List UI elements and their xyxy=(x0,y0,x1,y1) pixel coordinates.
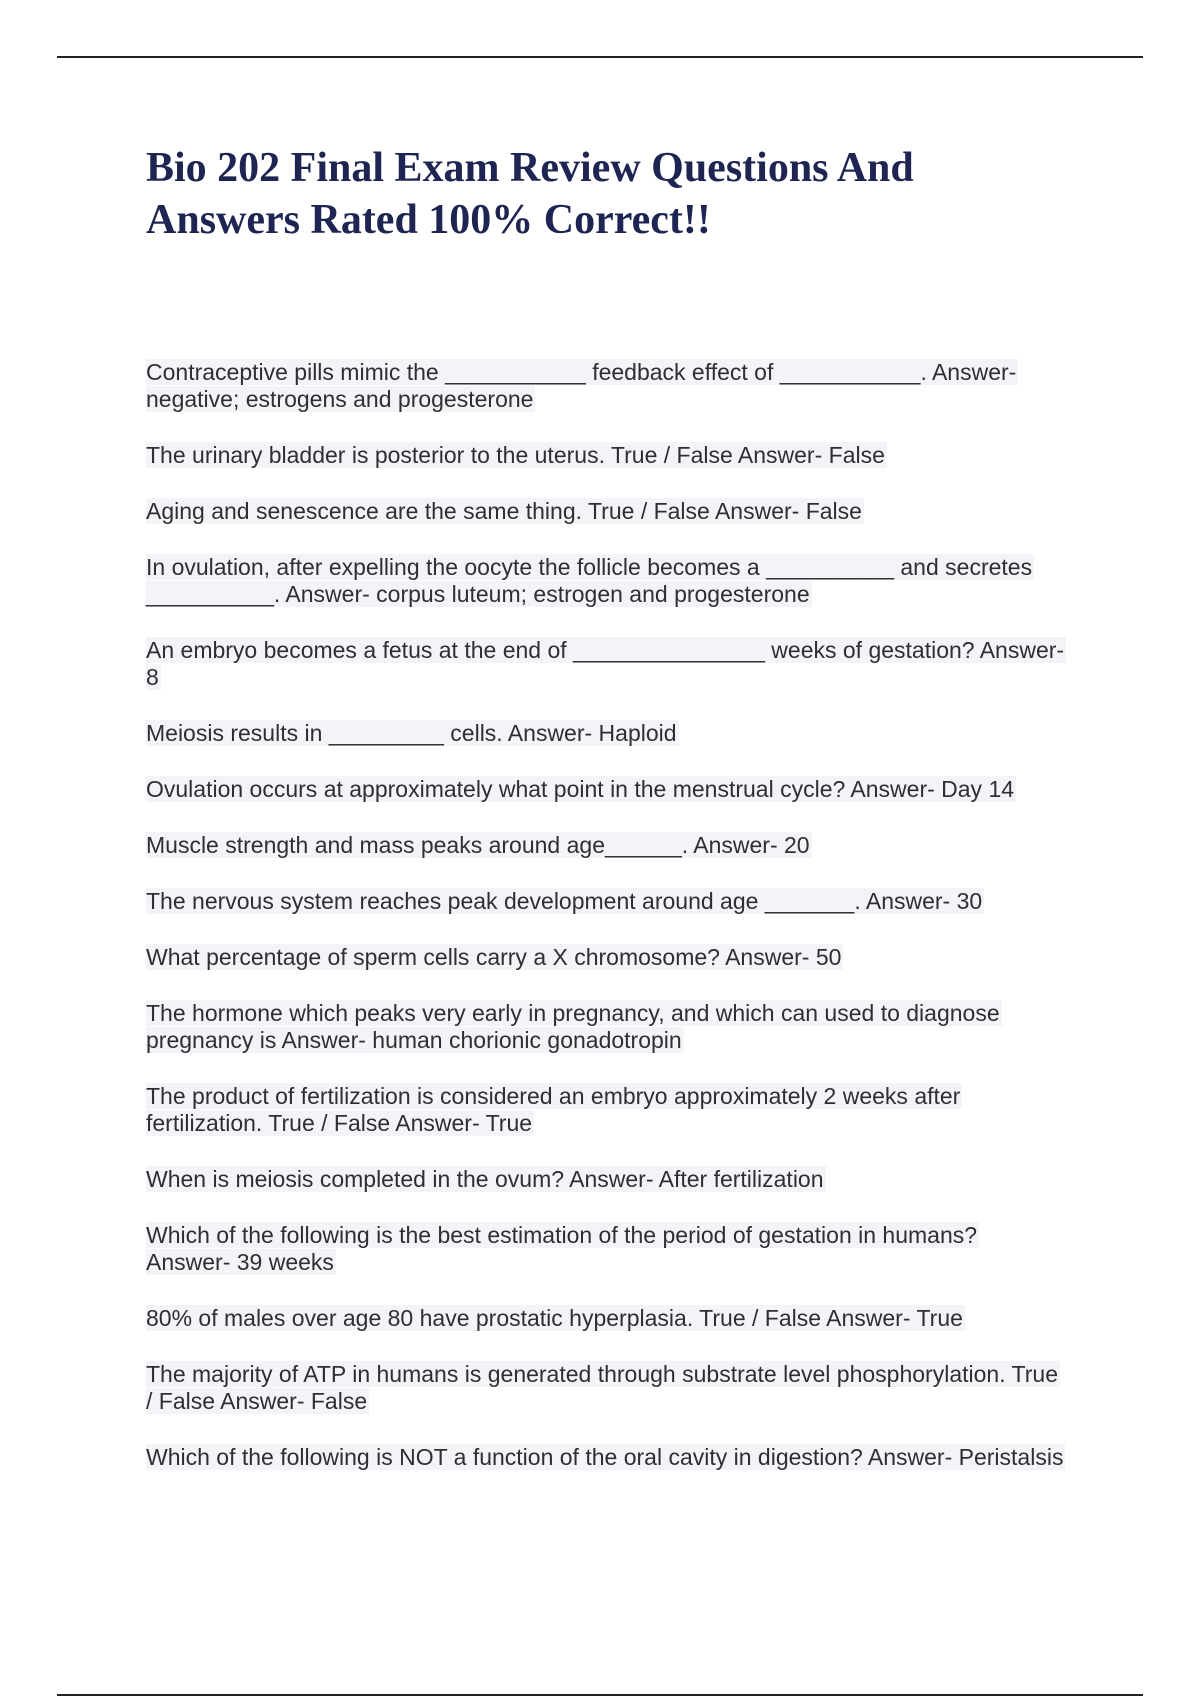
qa-item xyxy=(146,1305,1066,1332)
header-rule xyxy=(57,56,1143,58)
qa-text: What percentage of sperm cells carry a X chromosome? Answer- 50 xyxy=(146,944,842,970)
qa-text: An embryo becomes a fetus at the end of _______________ weeks of gestation? Answer- 8 xyxy=(146,637,1065,690)
title-line-1: Bio 202 Final Exam Review Questions And xyxy=(146,145,914,191)
qa-text: The majority of ATP in humans is generated through substrate level phosphorylation. True / False Answer- False xyxy=(146,1361,1058,1414)
qa-item xyxy=(146,1222,1066,1276)
qa-item xyxy=(146,359,1066,413)
qa-text: When is meiosis completed in the ovum? Answer- After fertilization xyxy=(146,1166,824,1192)
qa-item xyxy=(146,637,1066,691)
qa-item xyxy=(146,888,1066,915)
qa-text: The hormone which peaks very early in pregnancy, and which can used to diagnose pregnancy is Answer- human chorionic gonadotropin xyxy=(146,1000,1000,1053)
qa-text: The nervous system reaches peak development around age _______. Answer- 30 xyxy=(146,888,983,914)
qa-list xyxy=(146,359,1066,1500)
document-title xyxy=(146,142,1046,246)
qa-item xyxy=(146,1083,1066,1137)
qa-text: Aging and senescence are the same thing. True / False Answer- False xyxy=(146,498,862,524)
title-line-2: Answers Rated 100% Correct!! xyxy=(146,197,711,243)
qa-text: The urinary bladder is posterior to the uterus. True / False Answer- False xyxy=(146,442,885,468)
qa-text: Muscle strength and mass peaks around age______. Answer- 20 xyxy=(146,832,810,858)
qa-item xyxy=(146,554,1066,608)
qa-text: Which of the following is the best estimation of the period of gestation in humans? Answer- 39 weeks xyxy=(146,1222,978,1275)
qa-item xyxy=(146,442,1066,469)
qa-text: The product of fertilization is considered an embryo approximately 2 weeks after fertilization. True / False Answer- True xyxy=(146,1083,961,1136)
qa-item xyxy=(146,832,1066,859)
qa-item xyxy=(146,1361,1066,1415)
qa-item xyxy=(146,720,1066,747)
qa-text: 80% of males over age 80 have prostatic hyperplasia. True / False Answer- True xyxy=(146,1305,963,1331)
qa-text: In ovulation, after expelling the oocyte the follicle becomes a __________ and secretes __________. Answer- corpus luteum; estrogen and progesterone xyxy=(146,554,1033,607)
qa-text: Ovulation occurs at approximately what point in the menstrual cycle? Answer- Day 14 xyxy=(146,776,1015,802)
qa-text: Contraceptive pills mimic the ___________ feedback effect of ___________. Answer- negative; estrogens and progesterone xyxy=(146,359,1017,412)
qa-item xyxy=(146,1166,1066,1193)
qa-text: Meiosis results in _________ cells. Answer- Haploid xyxy=(146,720,677,746)
qa-item xyxy=(146,1444,1066,1471)
qa-text: Which of the following is NOT a function of the oral cavity in digestion? Answer- Peristalsis xyxy=(146,1444,1064,1470)
footer-rule xyxy=(57,1694,1143,1696)
qa-item xyxy=(146,498,1066,525)
qa-item xyxy=(146,776,1066,803)
qa-item xyxy=(146,944,1066,971)
qa-item xyxy=(146,1000,1066,1054)
